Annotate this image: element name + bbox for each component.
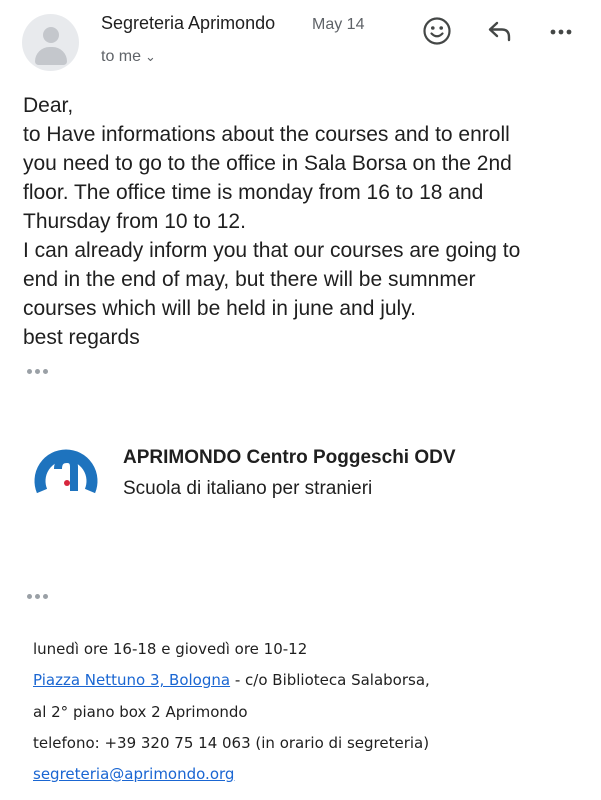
aprimondo-logo-icon xyxy=(34,433,98,497)
signature-subtitle: Scuola di italiano per stranieri xyxy=(123,478,373,499)
body-line: Dear, xyxy=(23,94,74,117)
email-line xyxy=(33,765,234,783)
chevron-down-icon: ⌄ xyxy=(145,49,156,64)
floor-info: al 2° piano box 2 Aprimondo xyxy=(33,703,248,721)
sender-name[interactable]: Segreteria Aprimondo xyxy=(101,13,276,33)
body-line: courses which will be held in june and july. xyxy=(23,297,416,320)
recipient-details-toggle[interactable] xyxy=(101,48,156,66)
add-reaction-icon[interactable] xyxy=(420,14,454,48)
show-trimmed-content-button[interactable] xyxy=(23,589,51,603)
recipient-label: to me xyxy=(101,48,142,65)
office-hours: lunedì ore 16-18 e giovedì ore 10-12 xyxy=(33,640,308,658)
message-body xyxy=(23,91,593,352)
body-line: floor. The office time is monday from 16 to 18 and xyxy=(23,181,484,204)
avatar-shoulders-shape xyxy=(35,47,67,65)
body-line: best regards xyxy=(23,326,140,349)
body-line: I can already inform you that our courses are going to xyxy=(23,239,521,262)
reply-icon[interactable] xyxy=(483,14,517,48)
address-link[interactable]: Piazza Nettuno 3, Bologna xyxy=(33,671,231,689)
address-rest: - c/o Biblioteca Salaborsa, xyxy=(230,671,430,689)
dot xyxy=(27,594,32,599)
avatar-head-shape xyxy=(43,27,59,43)
dot xyxy=(43,369,48,374)
body-line: to Have informations about the courses and to enroll xyxy=(23,123,510,146)
phone-info: telefono: +39 320 75 14 063 (in orario di segreteria) xyxy=(33,734,430,752)
signature-organization-name: APRIMONDO Centro Poggeschi ODV xyxy=(123,447,456,468)
sender-avatar[interactable] xyxy=(22,14,79,71)
show-trimmed-content-button[interactable] xyxy=(23,364,51,378)
body-line: Thursday from 10 to 12. xyxy=(23,210,246,233)
dot xyxy=(27,369,32,374)
message-date: May 14 xyxy=(312,16,365,33)
email-link[interactable]: segreteria@aprimondo.org xyxy=(33,765,235,783)
body-line: end in the end of may, but there will be sumnmer xyxy=(23,268,476,291)
dot xyxy=(35,369,40,374)
more-options-icon[interactable] xyxy=(544,14,578,48)
body-line: you need to go to the office in Sala Borsa on the 2nd xyxy=(23,152,512,175)
dot xyxy=(43,594,48,599)
address-line xyxy=(33,671,430,689)
dot xyxy=(35,594,40,599)
message-header xyxy=(0,0,601,80)
